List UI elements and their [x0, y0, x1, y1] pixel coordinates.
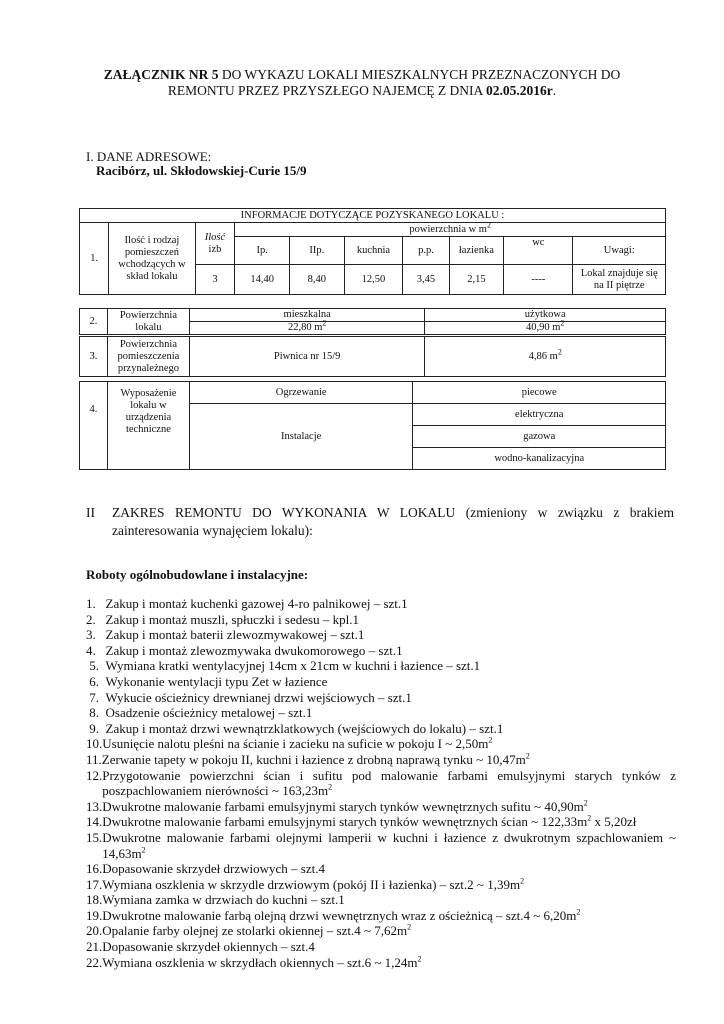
list-item-number: 18. [86, 892, 103, 908]
usable-area-value: 40,90 m [526, 322, 561, 333]
area-label: Powierzchnia lokalu [107, 309, 189, 335]
document-title [60, 67, 664, 99]
installation-item: gazowa [413, 426, 666, 448]
list-item-text: Dwukrotne malowanie farbą olejną drzwi wewnętrznych wraz z ościeżnicą – szt.4 ~ $6,20m^2$ [102, 907, 581, 923]
list-item-number: 14. [86, 814, 103, 830]
list-item [86, 923, 676, 939]
list-item-text: Zakup i montaż zlewozmywaka dwukomorowego – szt.1 [105, 642, 403, 658]
list-item-text: Zakup i montaż drzwi wewnątrzklatkowych (wejściowych do lokalu) – szt.1 [105, 720, 504, 736]
heating-label: Ogrzewanie [189, 382, 413, 404]
list-item [86, 705, 676, 721]
list-item-number: 1. [86, 596, 106, 611]
address: Racibórz, ul. Skłodowskiej-Curie 15/9 [96, 163, 307, 178]
list-item-text: Opalanie farby olejnej ze stolarki okiennej – szt.4 ~ $7,62m^2$ [102, 923, 412, 939]
installations-label: Instalacje [189, 404, 413, 470]
list-item-text: Zerwanie tapety w pokoju II, kuchni i łazience z drobną naprawą tynku ~ $10,47m^2$ [101, 751, 530, 767]
list-item-text: Zakup i montaż baterii zlewozmywakowej – szt.1 [105, 627, 365, 643]
living-area [189, 318, 425, 335]
col-header: wc [504, 237, 573, 265]
title-dot: . [552, 83, 557, 98]
list-item-text: Dopasowanie skrzydeł okiennych – szt.4 [102, 939, 315, 955]
unit-sup: 2 [576, 907, 581, 917]
rooms-label: Ilość i rodzaj pomieszczeń wchodzących w skład lokalu [109, 223, 195, 295]
col-header: łazienka [449, 237, 504, 265]
col-header: kuchnia [344, 237, 403, 265]
title-date: 02.05.2016r [485, 83, 553, 98]
room-count-header [195, 223, 235, 265]
list-item [86, 814, 676, 830]
list-item-number: 5. [86, 658, 106, 674]
col-header: IIp. [290, 237, 345, 265]
list-item-text: Osadzenie ościeżnicy metalowej – szt.1 [105, 705, 313, 721]
installation-item: elektryczna [413, 404, 666, 426]
unit-sup: 2 [407, 923, 412, 933]
heating-value: piecowe [413, 382, 666, 404]
list-item-number: 13. [86, 798, 103, 814]
table-cell: ---- [504, 265, 573, 295]
row-number: 2. [80, 309, 108, 335]
list-item [86, 690, 676, 706]
title-line2: REMONTU PRZEZ PRZYSZŁEGO NAJEMCĘ Z DNIA [167, 83, 486, 98]
list-item-number: 15. [86, 829, 103, 845]
unit-sup: 2 [583, 798, 588, 808]
additional-room-table [79, 336, 666, 377]
area-sup: 2 [486, 220, 491, 229]
unit-sup: 2 [488, 736, 493, 746]
section-1-heading: I. DANE ADRESOWE: [86, 149, 212, 164]
installation-item: wodno-kanalizacyjna [413, 448, 666, 470]
list-item-text: Dwukrotne malowanie farbami emulsyjnymi starych tynków wewnętrznych sufitu ~ $40,90m^2$ [102, 798, 588, 814]
col-header: Ip. [235, 237, 290, 265]
cellar-area-value: 4,86 m [528, 350, 558, 362]
list-item [86, 877, 676, 893]
cellar-area [425, 337, 666, 377]
list-item-number: 12. [86, 767, 103, 783]
list-item [86, 768, 676, 799]
living-area-value: 22,80 m [287, 322, 323, 333]
count-unit: izb [208, 243, 222, 255]
unit-sup: 2 [417, 954, 422, 964]
cellar-name: Piwnica nr 15/9 [189, 337, 425, 377]
list-item [86, 721, 676, 737]
works-heading: Roboty ogólnobudowlane i instalacyjne: [86, 567, 309, 582]
list-item-number: 9. [86, 720, 106, 736]
list-item-number: 11. [86, 751, 102, 767]
unit-sup: 2 [322, 318, 327, 328]
attachment-number: ZAŁĄCZNIK NR 5 [103, 67, 219, 82]
list-item-number: 21. [86, 939, 103, 955]
col-header: mieszkalna [189, 309, 425, 322]
list-item-number: 4. [86, 642, 106, 658]
list-item [86, 752, 676, 768]
list-item-text: Dwukrotne malowanie farbami emulsyjnymi starych tynków wewnętrznych ścian ~ $122,33m^2$ x 5,20zł [102, 813, 637, 830]
list-item [86, 596, 676, 612]
list-item [86, 908, 676, 924]
equipment-table [79, 381, 666, 470]
list-item-number: 10. [86, 736, 103, 752]
row-number: 1. [80, 223, 109, 295]
table-cell: 12,50 [344, 265, 403, 295]
list-item-number: 2. [86, 611, 106, 627]
list-item [86, 892, 676, 908]
list-item-text: Dopasowanie skrzydeł drzwiowych – szt.4 [102, 861, 325, 877]
list-item [86, 799, 676, 815]
unit-sup: 2 [141, 845, 146, 855]
col-header: użytkowa [425, 309, 666, 322]
list-item-number: 22. [86, 954, 103, 970]
col-header: p.p. [403, 237, 449, 265]
list-item [86, 643, 676, 659]
table-cell: 3,45 [403, 265, 449, 295]
list-item [86, 939, 676, 955]
unit-sup: 2 [557, 347, 562, 356]
list-item [86, 736, 676, 752]
area-label: powierzchnia w m [409, 223, 487, 235]
unit-sup: 2 [520, 876, 525, 886]
list-item [86, 612, 676, 628]
unit-sup: 2 [525, 751, 530, 761]
list-item [86, 955, 676, 971]
col-header: Uwagi: [573, 237, 666, 265]
section-2-text: ZAKRES REMONTU DO WYKONANIA W LOKALU (zmieniony w związku z brakiem zainteresowania wynajęciem lokalu): [112, 505, 674, 538]
list-item [86, 627, 676, 643]
table-header: INFORMACJE DOTYCZĄCE POZYSKANEGO LOKALU : [80, 209, 666, 223]
room-count: 3 [195, 265, 235, 295]
property-info-table [79, 208, 666, 295]
list-item-number: 16. [86, 861, 103, 877]
list-item-text: Dwukrotne malowanie farbami olejnymi lamperii w kuchni i łazience z dwukrotnym szpachlowaniem ~ $14,63m^2$ [102, 829, 676, 861]
list-item [86, 658, 676, 674]
row-number: 4. [80, 382, 108, 470]
equipment-label: Wyposażenie lokalu w urządzenia techniczne [107, 382, 189, 470]
list-item-number: 6. [86, 673, 106, 689]
list-item [86, 861, 676, 877]
table-cell: Lokal znajduje się na II piętrze [573, 265, 666, 295]
list-item-text: Usunięcie nalotu pleśni na ścianie i zacieku na suficie w pokoju I ~ $2,50m^2$ [102, 736, 493, 752]
unit-sup: 2 [587, 813, 592, 823]
unit-sup: 2 [560, 318, 565, 328]
list-item-number: 3. [86, 627, 106, 643]
list-item [86, 674, 676, 690]
table-cell: 8,40 [290, 265, 345, 295]
list-item-number: 17. [86, 876, 103, 892]
list-item-number: 7. [86, 689, 106, 705]
list-item-text: Przygotowanie powierzchni ścian i sufitu pod malowanie farbami emulsyjnymi starych tynków z poszpachlowaniem nierówności ~ $163,23m^2$ [102, 767, 676, 799]
section-2-heading [86, 504, 674, 540]
room-label: Powierzchnia pomieszczenia przynależnego [107, 337, 189, 377]
table-cell: 2,15 [449, 265, 504, 295]
list-item-text: Zakup i montaż kuchenki gazowej 4-ro palnikowej – szt.1 [105, 596, 408, 611]
usable-area [425, 318, 666, 335]
unit-sup: 2 [328, 782, 333, 792]
list-item [86, 830, 676, 861]
list-item-text: Wymiana oszklenia w skrzydłach okiennych – szt.6 ~ $1,24m^2$ [102, 954, 422, 970]
row-number: 3. [80, 337, 108, 377]
table-cell: 14,40 [235, 265, 290, 295]
list-item-number: 8. [86, 705, 106, 721]
list-item-text: Zakup i montaż muszli, spłuczki i sedesu – kpl.1 [105, 611, 359, 627]
list-item-number: 19. [86, 907, 103, 923]
count-label: Ilość [204, 231, 226, 243]
title-line1: DO WYKAZU LOKALI MIESZKALNYCH PRZEZNACZONYCH DO [218, 67, 621, 82]
section-2-number: II [86, 505, 95, 520]
list-item-text: Wymiana oszklenia w skrzydle drzwiowym (pokój II i łazienka) – szt.2 ~ $1,39m^2$ [102, 876, 525, 892]
list-item-text: Wykucie ościeżnicy drewnianej drzwi wejściowych – szt.1 [105, 689, 412, 705]
list-item-text: Wykonanie wentylacji typu Zet w łazience [105, 673, 328, 689]
apartment-area-table [79, 308, 666, 335]
list-item-text: Wymiana kratki wentylacyjnej 14cm x 21cm w kuchni i łazience – szt.1 [105, 658, 481, 674]
works-list [86, 596, 676, 970]
list-item-text: Wymiana zamka w drzwiach do kuchni – szt.1 [102, 892, 345, 908]
list-item-number: 20. [86, 923, 103, 939]
area-header [235, 220, 666, 237]
